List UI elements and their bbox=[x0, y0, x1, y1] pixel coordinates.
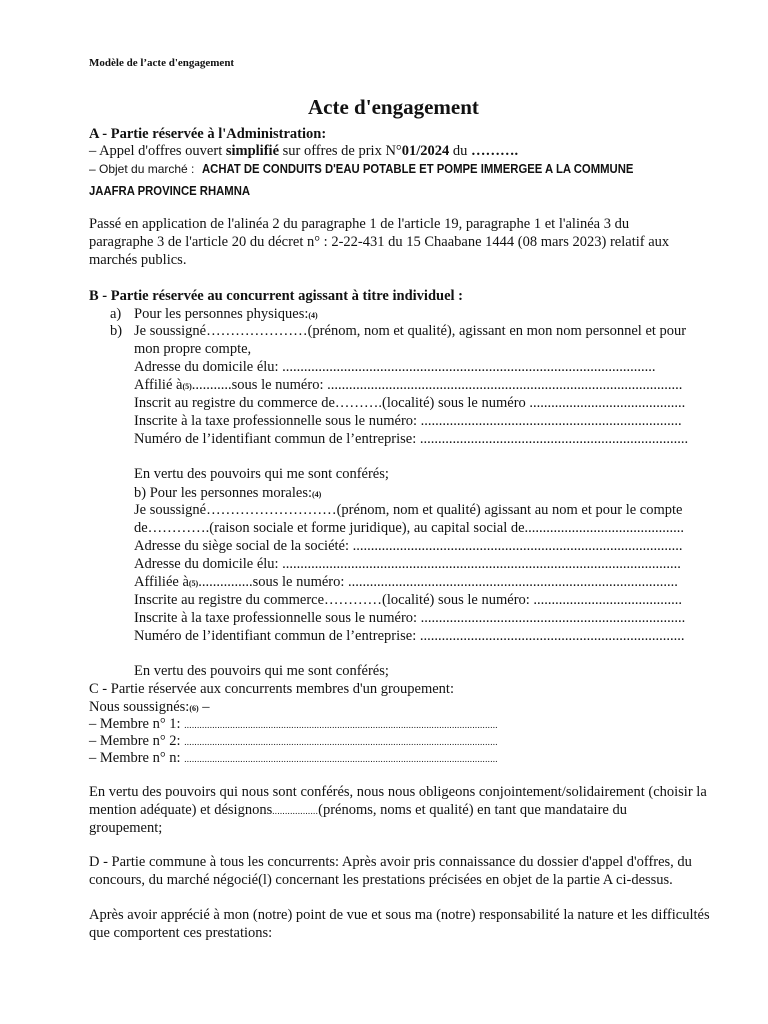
footnote-ref: (5) bbox=[182, 382, 192, 391]
taxe-professionnelle-field: Inscrite à la taxe professionnelle sous le numéro: ........................................................................ bbox=[134, 413, 682, 429]
section-a-heading: A - Partie réservée à l'Administration: bbox=[89, 126, 327, 142]
objet-value: ACHAT DE CONDUITS D'EAU POTABLE ET POMPE IMMERGEE A LA COMMUNE bbox=[202, 161, 634, 176]
affiliee-label: Affiliée à bbox=[134, 574, 189, 590]
domicile-elu-field: Adresse du domicile élu: .............................................................................................................. bbox=[134, 556, 681, 572]
affiliee-field bbox=[134, 573, 678, 593]
section-b-heading: B - Partie réservée au concurrent agissant à titre individuel : bbox=[89, 288, 463, 304]
mandataire-text: (prénoms, noms et qualité) en tant que mandataire du bbox=[318, 802, 627, 818]
appel-du: du bbox=[449, 143, 472, 159]
footnote-ref: (5) bbox=[188, 579, 199, 588]
item-a-text: Pour les personnes physiques: bbox=[134, 306, 309, 322]
apres-line-2: que comportent ces prestations: bbox=[89, 925, 273, 941]
appel-offres-line bbox=[89, 142, 518, 160]
morales-soussigne: Je soussigné………………………(prénom, nom et qualité) agissant au nom et pour le compte bbox=[134, 502, 683, 518]
identifiant-commun-morale-field: Numéro de l’identifiant commun de l’entreprise: ......................................................................... bbox=[134, 628, 685, 644]
siege-social-field: Adresse du siège social de la société: ........................................................................................... bbox=[134, 538, 683, 554]
footnote-ref: (4) bbox=[308, 311, 318, 320]
soussigne-item bbox=[110, 322, 686, 340]
footnote-ref: (6) bbox=[189, 704, 199, 713]
appel-number: 01/2024 bbox=[401, 143, 450, 159]
membre-n-blank: ........................................................................................................................... bbox=[184, 754, 498, 764]
appel-prefix: – Appel d'offres ouvert bbox=[89, 143, 226, 159]
section-c-heading: C - Partie réservée aux concurrents membres d'un groupement: bbox=[89, 681, 454, 697]
affilie-field bbox=[134, 376, 682, 396]
membre-2-blank: ........................................................................................................................... bbox=[184, 737, 498, 747]
affilie-number: ...........sous le numéro: .................................................................................................. bbox=[191, 377, 683, 393]
appel-date-blank: ………. bbox=[471, 143, 519, 159]
objet-label: – Objet du marché : bbox=[89, 162, 195, 176]
nous-dash: – bbox=[198, 699, 210, 715]
groupement-line-1: En vertu des pouvoirs qui nous sont conférés, nous nous obligeons conjointement/solidairement (choisir la bbox=[89, 784, 707, 800]
appel-mid: sur offres de prix N° bbox=[279, 143, 402, 159]
designons-text: mention adéquate) et désignons bbox=[89, 802, 273, 818]
passe-line-2: paragraphe 3 de l'article 20 du décret n° : 2-22-431 du 15 Chaabane 1444 (08 mars 2023) relatif aux bbox=[89, 234, 670, 250]
vertu-pouvoirs-2: En vertu des pouvoirs qui me sont conférés; bbox=[134, 663, 389, 679]
membre-2-label: – Membre n° 2: bbox=[89, 733, 185, 749]
objet-value-cont: JAAFRA PROVINCE RHAMNA bbox=[89, 183, 251, 198]
vertu-pouvoirs-1: En vertu des pouvoirs qui me sont conférés; bbox=[134, 466, 389, 482]
item-b-label: b) bbox=[110, 323, 123, 339]
nous-label: Nous soussignés: bbox=[89, 699, 190, 715]
taxe-professionnelle-morale-field: Inscrite à la taxe professionnelle sous le numéro: ......................................................................... bbox=[134, 610, 686, 626]
passe-line-1: Passé en application de l'alinéa 2 du paragraphe 1 de l'article 19, paragraphe 1 et l'alinéa 3 du bbox=[89, 216, 630, 232]
passe-line-3: marchés publics. bbox=[89, 252, 187, 268]
membre-1-blank: ........................................................................................................................... bbox=[184, 720, 498, 730]
appel-type: simplifié bbox=[225, 143, 280, 159]
soussigne-text: Je soussigné…………………(prénom, nom et qualité), agissant en mon nom personnel et pour bbox=[134, 323, 687, 339]
membre-n-field bbox=[89, 749, 498, 768]
registre-commerce-field: Inscrit au registre du commerce de……….(localité) sous le numéro ........................................... bbox=[134, 395, 686, 411]
objet-line bbox=[89, 160, 698, 178]
section-d-line-2: concours, du marché négocié(l) concernant les prestations précisées en objet de la partie A ci-dessus. bbox=[89, 872, 673, 888]
identifiant-commun-field: Numéro de l’identifiant commun de l’entreprise: .......................................................................... bbox=[134, 431, 689, 447]
affilie-label: Affilié à bbox=[134, 377, 183, 393]
adresse-domicile-field: Adresse du domicile élu: ....................................................................................................... bbox=[134, 359, 656, 375]
mandataire-blank: .................. bbox=[272, 806, 319, 816]
membre-1-label: – Membre n° 1: bbox=[89, 716, 185, 732]
apres-line-1: Après avoir apprécié à mon (notre) point de vue et sous ma (notre) responsabilité la nature et les difficultés bbox=[89, 907, 710, 923]
page-title: Acte d'engagement bbox=[308, 95, 479, 119]
raison-sociale-field: de………….(raison sociale et forme juridique), au capital social de............................................ bbox=[134, 520, 685, 536]
groupement-line-3: groupement; bbox=[89, 820, 163, 836]
affiliee-number: ...............sous le numéro: ........................................................................................... bbox=[198, 574, 678, 590]
footnote-ref: (4) bbox=[312, 490, 322, 499]
registre-commerce-morale-field: Inscrite au registre du commerce…………(localité) sous le numéro: ......................................... bbox=[134, 592, 683, 608]
page-header: Modèle de l’acte d'engagement bbox=[89, 57, 235, 69]
morales-text: b) Pour les personnes morales: bbox=[134, 485, 312, 501]
section-d-line-1: D - Partie commune à tous les concurrents: Après avoir pris connaissance du dossier d'appel d'offres, du bbox=[89, 854, 692, 870]
item-a-label: a) bbox=[110, 306, 122, 322]
soussigne-cont: mon propre compte, bbox=[134, 341, 252, 357]
groupement-line-2 bbox=[89, 801, 627, 820]
membre-n-label: – Membre n° n: bbox=[89, 750, 185, 766]
